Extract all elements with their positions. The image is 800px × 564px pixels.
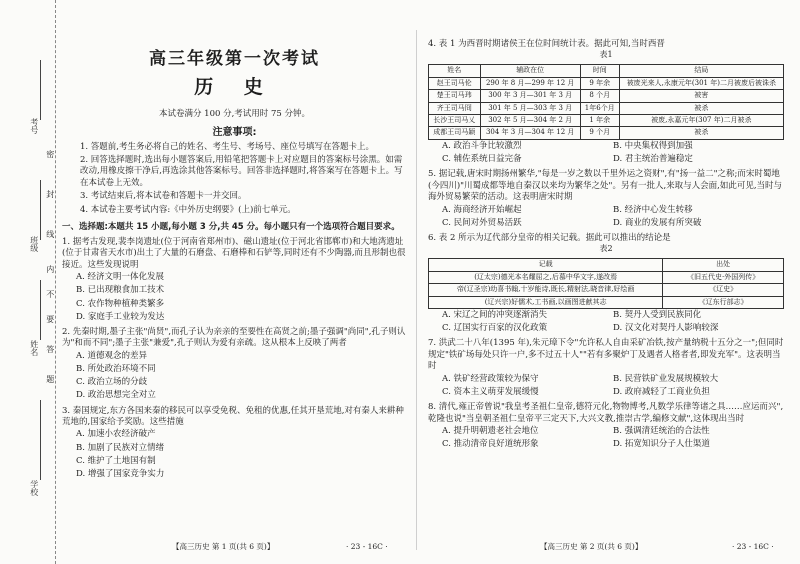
table-row	[429, 90, 784, 102]
table-cell: 楚王司马玮	[429, 90, 481, 102]
table-row	[429, 296, 784, 308]
seal-char: 不	[45, 290, 55, 298]
note-item: 1. 答题前,考生务必将自己的姓名、考生号、考场号、座位号填写在答题卡上。	[80, 141, 375, 152]
right-page-code: · 23 - 16C ·	[732, 542, 774, 551]
question-2	[62, 327, 407, 403]
table-header: 时间	[580, 65, 619, 77]
option: C. 维护了土地国有制	[76, 455, 156, 466]
question-stem: 2. 先秦时期,墨子主张"尚贤",而孔子认为亲亲的至要性在高贤之前;墨子强调"尚同",孔子则认为"和而不同";墨子主张"兼爱",孔子则认为爱有亲疏。这从根本上反映了两者	[62, 326, 406, 349]
option: D. 家庭手工业较为发达	[76, 311, 165, 322]
option: D. 君主统治普遍稳定	[613, 154, 693, 165]
option: D. 增强了国家竞争实力	[76, 469, 165, 479]
binding-label-name: 姓名	[29, 340, 39, 356]
question-stem: 7. 洪武二十八年(1395 年),朱元璋下令"允许私人自由采矿冶铁,按产量纳税十五分之一";但同时规定"铁矿场每处只许一户,多不过五十人""若有多聚炉丁及遇者人格者者,即发充军"。这表明当时	[428, 338, 784, 372]
table-cell: 8 个月	[580, 90, 619, 102]
binding-line	[40, 180, 41, 240]
page-divider	[416, 30, 417, 550]
question-5	[428, 169, 784, 230]
binding-line	[40, 400, 41, 480]
table-row	[429, 102, 784, 114]
option: A. 加速小农经济破产	[76, 429, 156, 440]
option: C. 民间对外贸易活跃	[442, 217, 522, 228]
seal-char: 内	[45, 265, 55, 273]
seal-char: 线	[45, 230, 55, 238]
option: B. 所处政治环境不同	[76, 364, 156, 375]
table-cell: (辽兴宗)好儒术,工书画,以画图进献其志	[429, 296, 663, 308]
table-row	[429, 284, 784, 296]
question-stem: 5. 据记载,唐宋时期扬州繁华,"每是一岁之数以千里外运之资财",有"扬一益二"之称;而宋时蜀地(今四川)"川蜀成都等地自秦汉以来均为繁华之处"。另有一批人,来取与人会面,如此可见,当时与海外贸易繁荣的活动。这表明唐宋时期	[428, 169, 783, 203]
table-row	[429, 115, 784, 127]
option: C. 辅佐系统日益完备	[442, 154, 522, 165]
note-item: 4. 本试卷主要考试内容:《中外历史纲要》(上)前七单元。	[80, 204, 296, 215]
question-stem: 1. 据考古发现,裴李岗遗址(位于河南省郑州市)、磁山遗址(位于河北省邯郸市)和大地湾遗址(位于甘肃省天水市)出土了大量的石磨盘、石磨棒和石铲等,同时还有不少陶器,而且形制也很接近。这些发现说明	[62, 236, 406, 270]
seal-char: 封	[45, 190, 55, 198]
binding-line	[40, 280, 41, 340]
table-header: 结局	[619, 65, 783, 77]
option: C. 资本主义萌芽发展缓慢	[442, 386, 539, 397]
table-cell: 被废,永嘉元年(307 年)二月被杀	[619, 115, 783, 127]
question-8	[428, 402, 784, 451]
table-caption: 表1	[599, 50, 613, 60]
option: A. 铁矿经营政策较为保守	[442, 373, 539, 384]
option: A. 经济文明一体化发展	[76, 272, 165, 283]
table-cell: 被杀	[619, 102, 783, 114]
option: B. 经济中心发生转移	[613, 204, 693, 215]
table-cell: 齐王司马冏	[429, 102, 481, 114]
seal-char: 要	[45, 315, 55, 323]
binding-strip	[0, 0, 56, 564]
note-item: 3. 考试结束后,将本试卷和答题卡一并交回。	[80, 191, 247, 202]
records-table	[428, 258, 784, 309]
option: C. 辽国实行百家的汉化政策	[442, 323, 548, 334]
table-cell: (辽太宗)德光本名耀屈之,后慕中华文字,遂改焉	[429, 271, 663, 283]
option: B. 中央集权得到加强	[613, 140, 693, 151]
table-header: 姓名	[429, 65, 481, 77]
binding-label-exam-number: 考号	[29, 118, 39, 134]
question-3	[62, 406, 407, 482]
question-4	[428, 39, 784, 166]
seal-char: 答	[45, 345, 55, 353]
option: C. 政治立场的分歧	[76, 377, 148, 388]
question-stem: 6. 表 2 所示为辽代部分皇帝的相关记载。据此可以推出的结论是	[428, 232, 671, 243]
option: A. 海商经济开始崛起	[442, 204, 522, 215]
option: D. 拓宽知识分子人仕渠道	[613, 439, 710, 450]
table-cell: 《辽东行部志》	[663, 296, 784, 308]
left-page-code: · 23 - 16C ·	[346, 542, 388, 551]
table-cell: 9 年余	[580, 77, 619, 89]
option: B. 民营铁矿业发展规模较大	[613, 373, 719, 384]
table-caption: 表2	[599, 244, 613, 254]
table-cell: 290 年 8 月—299 年 12 月	[480, 77, 580, 89]
table-cell: 302 年 5 月—304 年 2 月	[480, 115, 580, 127]
table-cell: 《辽史》	[663, 284, 784, 296]
table-cell: 《旧五代史·外国列传》	[663, 271, 784, 283]
exam-subject: 历 史	[194, 75, 275, 98]
table-row	[429, 271, 784, 283]
option: D. 政府减轻了工商业负担	[613, 386, 710, 397]
option: A. 道德观念的差异	[76, 350, 148, 361]
seal-char: 题	[45, 375, 55, 383]
left-page	[62, 36, 407, 481]
table-header: 记载	[429, 259, 663, 271]
binding-label-school: 学校	[29, 480, 39, 496]
section-heading: 一、选择题:本题共 15 小题,每小题 3 分,共 45 分。每小题只有一个选项符合题目要求。	[62, 222, 400, 233]
option: A. 宋辽之间的冲突逐渐消失	[442, 310, 548, 320]
note-item: 2. 回答选择题时,选出每小题答案后,用铅笔把答题卡上对应题目的答案标号涂黑。如需改动,用橡皮擦干净后,再选涂其他答案标号。回答非选择题时,将答案写在答题卡上。写在本试卷上无效。	[80, 155, 403, 188]
table-cell: 成都王司马颖	[429, 127, 481, 139]
binding-label-class: 班级	[29, 236, 39, 252]
table-cell: 帝(辽圣宗)幼喜书翰,十岁能诗,既长,精射法,晓音律,好绘画	[429, 284, 663, 296]
table-cell: 301 年 5 月—303 年 3 月	[480, 102, 580, 114]
table-row	[429, 77, 784, 89]
question-6	[428, 233, 784, 335]
left-page-footer: 【高三历史 第 1 页(共 6 页)】	[172, 542, 275, 551]
table-row	[429, 127, 784, 139]
question-1	[62, 237, 407, 324]
right-page	[428, 36, 784, 451]
table-cell: 长沙王司马乂	[429, 115, 481, 127]
option: C. 农作物种植种类繁多	[76, 298, 165, 309]
option: D. 商业的发展有所突破	[613, 217, 702, 228]
table-cell: 被杀	[619, 127, 783, 139]
table-header: 辅政在位	[480, 65, 580, 77]
table-cell: 1 年余	[580, 115, 619, 127]
option: D. 政治思想完全对立	[76, 390, 156, 401]
option: B. 加剧了民族对立情绪	[76, 442, 165, 453]
seal-char: 密	[45, 150, 55, 158]
option: A. 政治斗争比较激烈	[442, 140, 522, 151]
option: B. 强调清廷统治的合法性	[613, 426, 710, 437]
option: C. 推动清帝良好道统形象	[442, 439, 539, 450]
table-cell: 304 年 3 月—304 年 12 月	[480, 127, 580, 139]
table-cell: 被害	[619, 90, 783, 102]
table-cell: 赵王司马伦	[429, 77, 481, 89]
option: B. 已出现粮食加工技术	[76, 285, 165, 296]
table-header: 出处	[663, 259, 784, 271]
notes-title: 注意事项:	[212, 127, 257, 139]
table-cell: 300 年 3 月—301 年 3 月	[480, 90, 580, 102]
table-cell: 1年6个月	[580, 102, 619, 114]
table-cell: 9 个月	[580, 127, 619, 139]
reign-table	[428, 64, 784, 140]
question-stem: 4. 表 1 为西晋时期诸侯王在位时间统计表。据此可知,当时西晋	[428, 39, 665, 49]
right-page-footer: 【高三历史 第 2 页(共 6 页)】	[540, 542, 643, 551]
question-7	[428, 338, 784, 399]
table-cell: 被废光来人,永康元年(301 年)二月被废后被诛杀	[619, 77, 783, 89]
exam-title: 高三年级第一次考试	[149, 49, 320, 69]
question-stem: 3. 秦国规定,东方各国来秦的移民可以享受免税、免租的优惠,任其开垦荒地,对有秦人来耕种荒地的,国家给予奖励。这些措施	[62, 405, 404, 428]
option: A. 提升明朝遗老社会地位	[442, 426, 539, 437]
score-line: 本试卷满分 100 分,考试用时 75 分钟。	[158, 108, 311, 119]
option: B. 契丹人受到民族同化	[613, 310, 702, 320]
question-stem: 8. 清代,雍正帝曾说"我皇考圣祖仁皇帝,德符元化,物物博考,凡数学乐律等诸之具……应运而兴",乾隆也说"当皇朝圣祖仁皇帝平三定天下,大兴文教,推崇古学,编修文献",这体现出当时	[428, 402, 784, 424]
binding-line	[40, 60, 41, 120]
option: D. 汉文化对契丹人影响较深	[613, 323, 719, 334]
